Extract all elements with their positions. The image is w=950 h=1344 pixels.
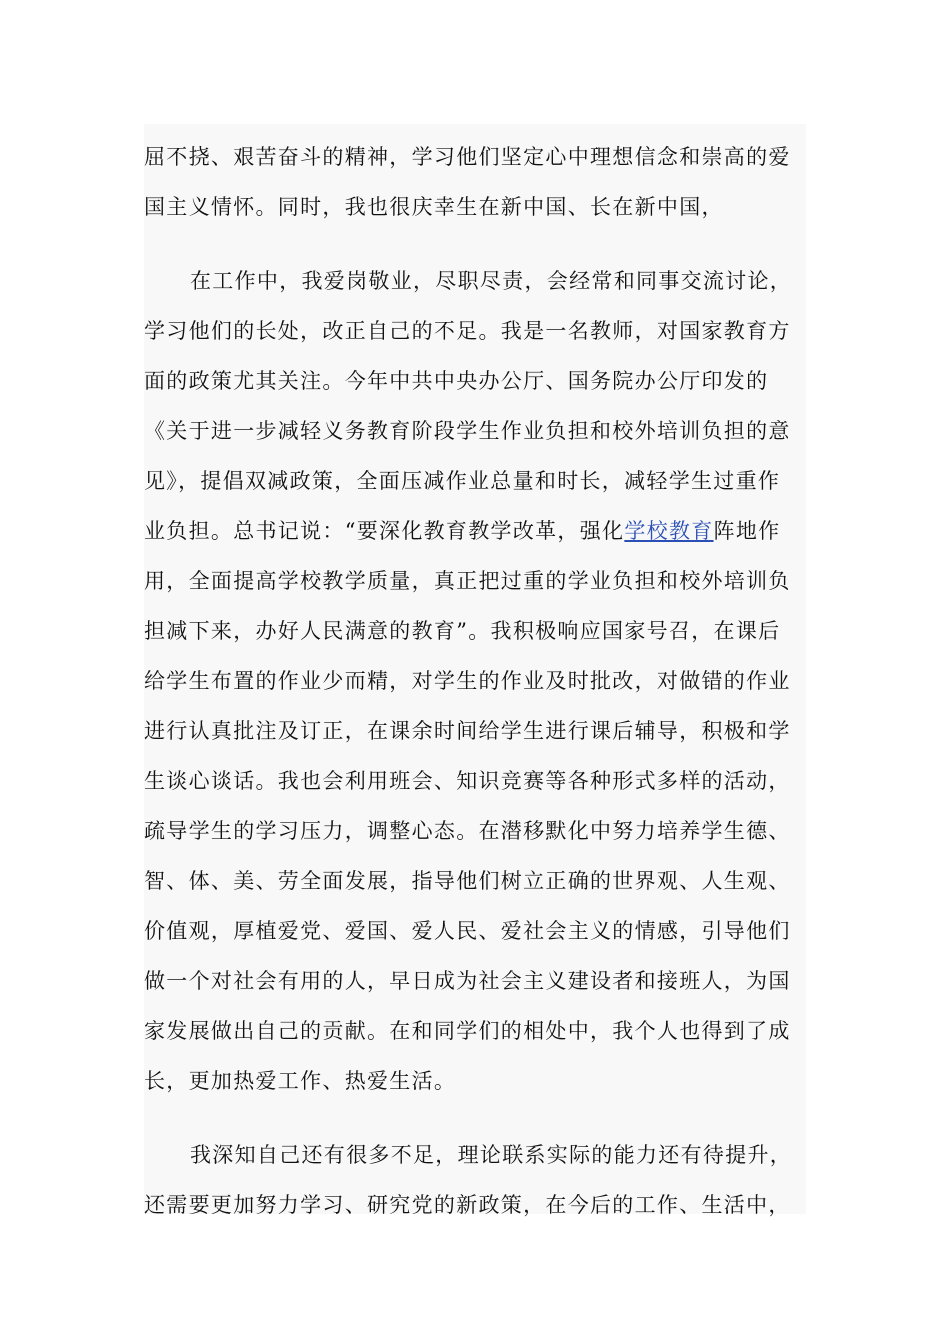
paragraph-2-line-10: 进行认真批注及订正，在课余时间给学生进行课后辅导，积极和学: [144, 719, 791, 743]
paragraph-2-line-1: 在工作中，我爱岗敬业，尽职尽责，会经常和同事交流讨论，: [190, 269, 793, 293]
paragraph-1-line-1: 屈不挠、艰苦奋斗的精神，学习他们坚定心中理想信念和崇高的爱: [144, 145, 791, 169]
paragraph-2-line-11: 生谈心谈话。我也会利用班会、知识竞赛等各种形式多样的活动，: [144, 769, 791, 793]
line-text-after-link: 阵地作: [713, 519, 781, 543]
paragraph-2-line-15: 做一个对社会有用的人，早日成为社会主义建设者和接班人，为国: [144, 969, 791, 993]
paragraph-2-line-6: [144, 516, 780, 546]
paragraph-3-line-2: 还需要更加努力学习、研究党的新政策，在今后的工作、生活中，: [144, 1193, 791, 1217]
paragraph-2-line-8: 担减下来，办好人民满意的教育”。我积极响应国家号召，在课后: [144, 619, 781, 643]
document-page: [144, 124, 806, 1217]
paragraph-1-line-2: 国主义情怀。同时，我也很庆幸生在新中国、长在新中国，: [144, 195, 724, 219]
paragraph-2-line-9: 给学生布置的作业少而精，对学生的作业及时批改，对做错的作业: [144, 669, 791, 693]
paragraph-2-line-17: 长，更加热爱工作、热爱生活。: [144, 1069, 457, 1093]
paragraph-2-line-7: 用，全面提高学校教学质量，真正把过重的学业负担和校外培训负: [144, 569, 791, 593]
paragraph-3-line-1: 我深知自己还有很多不足，理论联系实际的能力还有待提升，: [190, 1143, 793, 1167]
school-education-link[interactable]: 学校教育: [624, 519, 714, 543]
paragraph-2-line-4: 《关于进一步减轻义务教育阶段学生作业负担和校外培训负担的意: [144, 419, 791, 443]
paragraph-2-line-16: 家发展做出自己的贡献。在和同学们的相处中，我个人也得到了成: [144, 1019, 791, 1043]
paragraph-2-line-2: 学习他们的长处，改正自己的不足。我是一名教师，对国家教育方: [144, 319, 791, 343]
paragraph-2-line-3: 面的政策尤其关注。今年中共中央办公厅、国务院办公厅印发的: [144, 369, 769, 393]
paragraph-2-line-12: 疏导学生的学习压力，调整心态。在潜移默化中努力培养学生德、: [144, 819, 791, 843]
line-text-before-link: 业负担。总书记说：“要深化教育教学改革，强化: [144, 519, 625, 543]
paragraph-2-line-14: 价值观，厚植爱党、爱国、爱人民、爱社会主义的情感，引导他们: [144, 919, 791, 943]
paragraph-2-line-13: 智、体、美、劳全面发展，指导他们树立正确的世界观、人生观、: [144, 869, 791, 893]
paragraph-2-line-5: 见》，提倡双减政策，全面压减作业总量和时长，减轻学生过重作: [144, 469, 781, 493]
